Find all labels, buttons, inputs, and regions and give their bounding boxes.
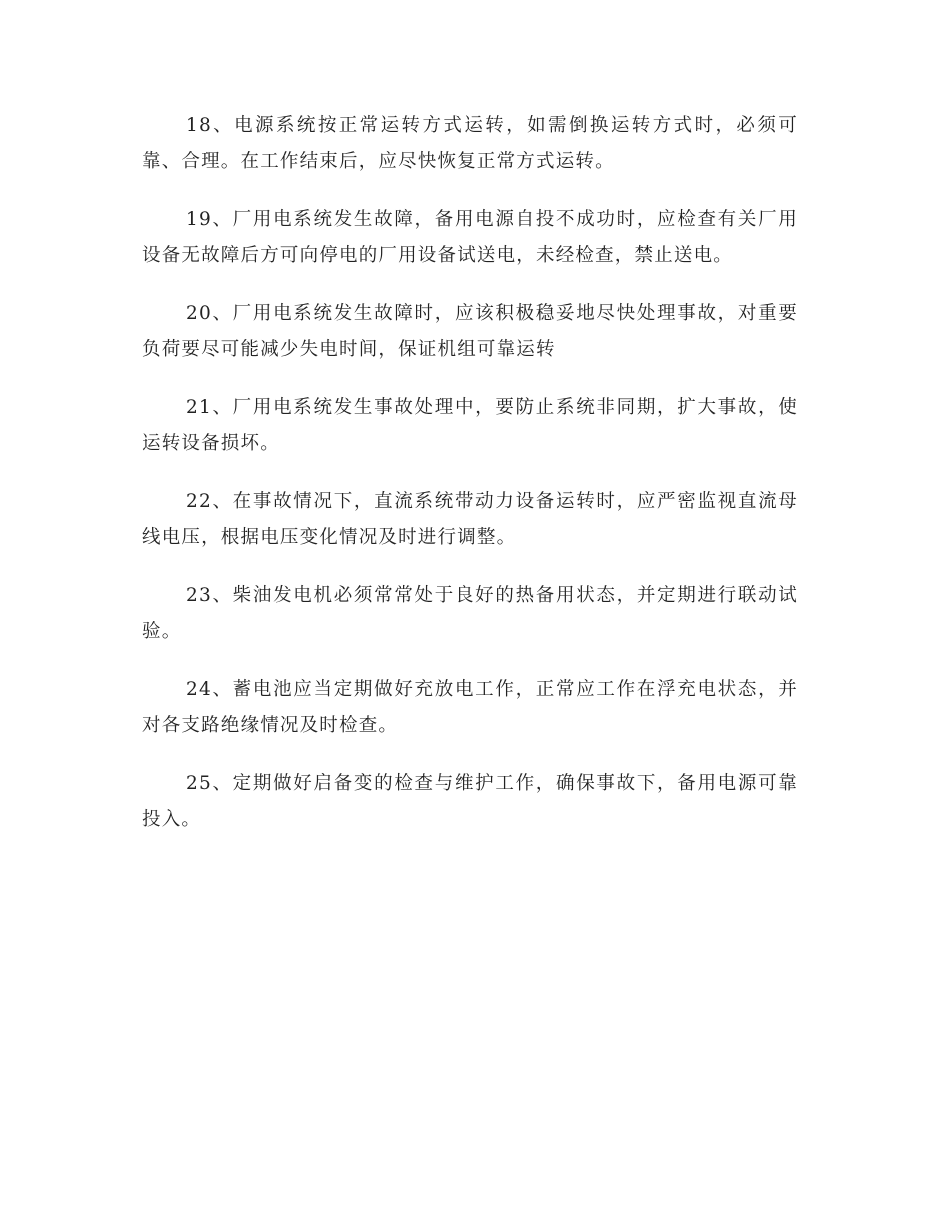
paragraph-20: 20、厂用电系统发生故障时，应该积极稳妥地尽快处理事故，对重要负荷要尽可能减少失电时间，保证机组可靠运转 [142,303,798,360]
paragraph-24: 24、蓄电池应当定期做好充放电工作，正常应工作在浮充电状态，并对各支路绝缘情况及时检查。 [142,679,798,736]
paragraph-22: 22、在事故情况下，直流系统带动力设备运转时，应严密监视直流母线电压，根据电压变化情况及时进行调整。 [142,491,798,548]
paragraph-18: 18、电源系统按正常运转方式运转，如需倒换运转方式时，必须可靠、合理。在工作结束后，应尽快恢复正常方式运转。 [142,115,798,172]
paragraph-23: 23、柴油发电机必须常常处于良好的热备用状态，并定期进行联动试验。 [142,585,798,642]
paragraph-21: 21、厂用电系统发生事故处理中，要防止系统非同期，扩大事故，使运转设备损坏。 [142,397,798,454]
document-body [142,108,798,860]
paragraph-19: 19、厂用电系统发生故障，备用电源自投不成功时，应检查有关厂用设备无故障后方可向停电的厂用设备试送电，未经检查，禁止送电。 [142,209,798,266]
paragraph-25: 25、定期做好启备变的检查与维护工作，确保事故下，备用电源可靠投入。 [142,773,798,830]
